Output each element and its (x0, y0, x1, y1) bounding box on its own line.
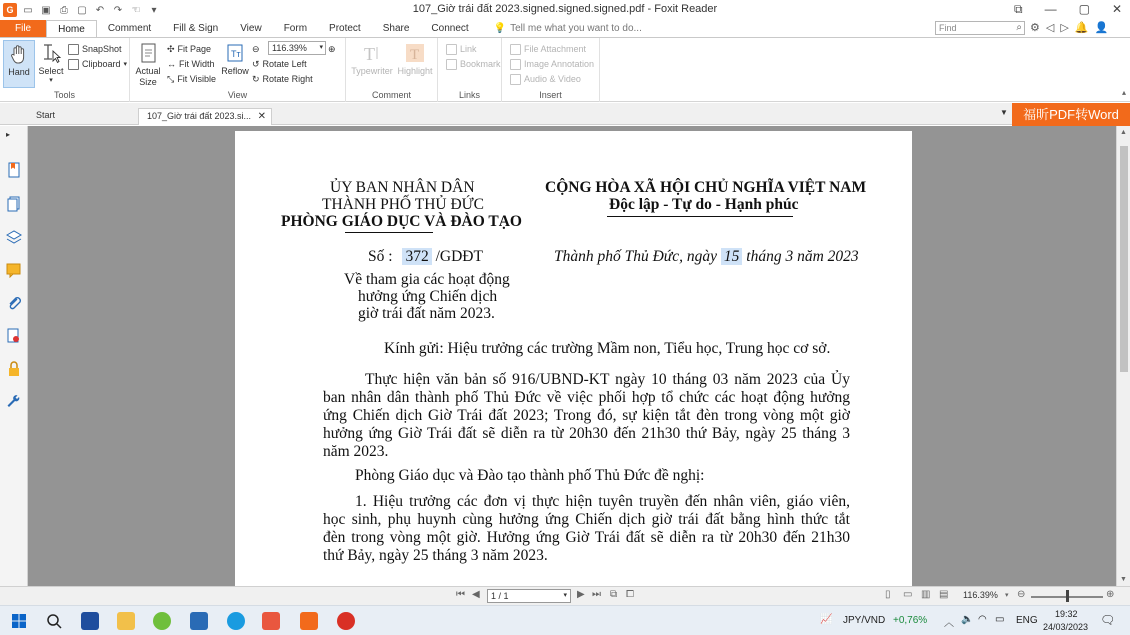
clipboard-label: Clipboard (82, 59, 121, 69)
tab-protect[interactable]: Protect (329, 23, 361, 34)
rotate-right-button[interactable] (252, 72, 313, 86)
customize-icon[interactable]: ▾ (151, 4, 157, 16)
file-explorer-icon[interactable] (117, 612, 135, 630)
first-page-icon[interactable]: ⏮ (456, 589, 465, 600)
zoom-in-button[interactable] (328, 42, 336, 56)
status-zoom-out-icon[interactable]: ⊖ (1017, 589, 1026, 600)
hand-button[interactable] (3, 40, 35, 88)
date-day: 15 (721, 248, 743, 265)
find-placeholder: Find (939, 23, 957, 33)
zoom-in-icon: ⊕ (328, 43, 336, 54)
svg-text:T: T (410, 47, 420, 63)
document-view[interactable] (28, 126, 1116, 586)
view-group-label: View (227, 90, 248, 100)
svg-text:T: T (364, 44, 375, 64)
hand-quick-icon[interactable]: ☜ (131, 4, 141, 16)
zoom-out-button[interactable] (252, 42, 260, 56)
tab-home[interactable]: Home (46, 20, 97, 37)
link-button[interactable] (446, 42, 477, 56)
image-icon (510, 59, 521, 70)
tab-file[interactable]: File (0, 20, 46, 37)
notification-icon[interactable]: 🔔 (1074, 22, 1089, 34)
window-title: 107_Giờ trái đất 2023.signed.signed.signed.pdf - Foxit Reader (412, 3, 718, 15)
rotate-right-label: Rotate Right (262, 74, 313, 84)
reflow-button[interactable] (220, 40, 250, 88)
comment-group-label: Comment (371, 90, 411, 100)
security-lock-icon[interactable] (6, 361, 22, 377)
fit-visible-icon: ⤡ (167, 73, 175, 84)
tab-list-dropdown-icon[interactable]: ▼ (1000, 108, 1008, 117)
so-number: 372 (402, 248, 431, 265)
single-page-view-icon[interactable]: ▯ (885, 589, 891, 600)
forward-icon[interactable]: ▷ (1060, 22, 1069, 34)
status-zoom-value[interactable]: 116.39% (963, 590, 998, 600)
back-icon[interactable]: ◁ (1045, 22, 1055, 34)
rotate-right-icon: ↻ (252, 73, 260, 84)
file-attachment-label: File Attachment (524, 44, 587, 54)
undo-icon[interactable]: ↶ (95, 4, 105, 16)
highlight-label: Highlight (397, 66, 433, 76)
expand-panel-icon[interactable]: ▸ (6, 130, 11, 139)
bookmark-icon (446, 59, 457, 70)
page-dropdown-icon: ▾ (563, 592, 567, 599)
page-number-value: 1 / 1 (491, 591, 509, 601)
tab-start[interactable] (28, 108, 133, 125)
edge-browser-icon[interactable] (227, 612, 245, 630)
tab-start-label: Start (36, 110, 56, 120)
windows-taskbar (0, 605, 1130, 635)
rotate-left-label: Rotate Left (262, 59, 307, 69)
scroll-down-icon[interactable]: ▼ (1120, 576, 1127, 583)
para3-line-2: học sinh, phụ huynh cùng hưởng ứng Chiến dịch giờ trái đất bằng hình thức tắt (323, 511, 850, 528)
settings-icon[interactable]: ⚙ (1030, 22, 1040, 34)
fit-page-icon: ✣ (167, 43, 175, 54)
select-button[interactable] (35, 40, 67, 88)
para2-line: Phòng Giáo dục và Đào tạo thành phố Thủ Đức đề nghị: (355, 467, 705, 484)
fit-width-button[interactable] (167, 57, 215, 71)
so-suffix: /GDĐT (435, 248, 483, 265)
continuous-view-icon[interactable]: ▭ (903, 589, 913, 600)
tray-overflow-icon[interactable]: ︿ (944, 618, 954, 629)
close-icon[interactable]: ✕ (1111, 2, 1122, 16)
insert-group-label: Insert (539, 90, 562, 100)
clock-date[interactable]: 24/03/2023 (1043, 622, 1089, 632)
tools-wrench-icon[interactable] (6, 394, 22, 410)
tab-fill-sign[interactable]: Fill & Sign (173, 23, 219, 34)
rotate-left-button[interactable] (252, 57, 307, 71)
date-prefix: Thành phố Thủ Đức, ngày (554, 248, 718, 265)
para3-line-4: thứ Bảy, ngày 25 tháng 3 năm 2023. (323, 547, 548, 564)
title-bar (0, 0, 1130, 20)
last-page-icon[interactable]: ⏭ (592, 589, 601, 600)
bookmarks-panel-icon[interactable] (6, 162, 22, 178)
ribbon (0, 37, 1130, 102)
search-icon[interactable]: ⌕ (1016, 22, 1022, 33)
zoom-out-icon: ⊖ (252, 43, 260, 54)
para3-line-3: đèn trong vòng một giờ. Hưởng ứng Giờ Trái đất sẽ diễn ra từ 20h30 đến 21h30 (323, 529, 850, 546)
currency-change[interactable]: +0,76% (893, 615, 928, 626)
svg-text:Tт: Tт (231, 49, 241, 59)
select-dropdown-icon: ▾ (49, 77, 53, 84)
tab-current-document[interactable] (138, 108, 272, 125)
tab-form[interactable]: Form (283, 23, 308, 34)
insert-group (502, 38, 600, 102)
fit-page-button[interactable] (167, 42, 211, 56)
rotate-left-icon: ↺ (252, 58, 260, 69)
document-number (368, 248, 483, 266)
status-zoom-dropdown-icon[interactable]: ▾ (1005, 592, 1009, 599)
zoom-select[interactable] (268, 41, 326, 55)
audio-video-label: Audio & Video (524, 74, 581, 84)
close-tab-icon[interactable]: ✕ (257, 111, 266, 122)
bookmark-label: Bookmark (460, 59, 501, 69)
minimize-icon[interactable]: — (1044, 2, 1057, 16)
para1-line-5: năm 2023. (323, 443, 389, 460)
fit-width-icon: ↔ (167, 59, 176, 69)
tab-comment[interactable]: Comment (107, 23, 152, 34)
para1-line-2: ban nhân dân thành phố Thủ Đức về việc phối hợp tổ chức các hoạt động hưởng (323, 389, 850, 406)
print-icon[interactable]: ⎙ (60, 4, 68, 16)
fit-visible-button[interactable] (167, 72, 216, 86)
tell-me-text: Tell me what you want to do... (510, 23, 642, 34)
tools-group-label: Tools (53, 90, 75, 100)
so-label: Số : (368, 248, 393, 265)
zoom-slider-knob[interactable] (1066, 590, 1069, 602)
date-suffix: tháng 3 năm 2023 (746, 248, 859, 265)
page-view-icon[interactable]: ⧠ (626, 589, 634, 600)
chrome-browser-icon[interactable] (337, 612, 355, 630)
para1-line-3: ứng Chiến dịch Giờ Trái đất 2023; Trong đó, sự kiện tắt đèn trong vòng một giờ (323, 407, 850, 424)
view-group (130, 38, 346, 102)
link-icon (446, 44, 457, 55)
stock-chart-icon[interactable]: 📈 (820, 614, 833, 625)
foxit-taskbar-icon[interactable] (300, 612, 318, 630)
new-icon[interactable]: ▢ (77, 4, 87, 16)
continuous-facing-view-icon[interactable]: ▤ (939, 589, 949, 600)
foxit-app-icon[interactable]: G (3, 3, 17, 17)
tell-me-box[interactable] (494, 20, 642, 37)
tab-connect[interactable]: Connect (431, 23, 469, 34)
previous-page-icon[interactable]: ◀ (472, 589, 480, 600)
right-header-rule (607, 216, 793, 217)
attachments-panel-icon[interactable] (6, 295, 22, 311)
left-header-rule (345, 232, 433, 233)
bookmark-button[interactable] (446, 57, 501, 71)
tools-group (0, 38, 130, 102)
open-icon[interactable]: ▭ (23, 4, 33, 16)
user-icon[interactable]: 👤 (1094, 22, 1109, 34)
notes-app-icon[interactable] (262, 612, 280, 630)
tab-view[interactable]: View (240, 23, 262, 34)
clock-time[interactable]: 19:32 (1055, 609, 1078, 619)
snapshot-label: SnapShot (82, 44, 122, 54)
battery-icon[interactable]: ▭ (995, 614, 1005, 625)
camera-icon (68, 44, 79, 55)
comment-group (346, 38, 438, 102)
wifi-icon[interactable]: ◠ (978, 614, 987, 625)
links-group (438, 38, 502, 102)
hand-label: Hand (8, 67, 30, 77)
status-bar (0, 586, 1130, 605)
typewriter-label: Typewriter (351, 66, 393, 76)
left-header-line-1: ỦY BAN NHÂN DÂN (330, 179, 475, 196)
links-group-label: Links (458, 90, 480, 100)
typewriter-button[interactable] (350, 40, 394, 88)
copy-page-icon[interactable]: ⧉ (610, 589, 618, 600)
typewriter-icon (361, 42, 383, 64)
maximize-icon[interactable]: ▢ (1078, 2, 1090, 16)
layers-panel-icon[interactable] (6, 229, 22, 245)
signatures-panel-icon[interactable] (6, 328, 22, 344)
para1-line-1: Thực hiện văn bản số 916/UBND-KT ngày 10 tháng 03 năm 2023 của Ủy (365, 371, 850, 388)
fit-width-label: Fit Width (179, 59, 215, 69)
file-attachment-button[interactable] (510, 42, 586, 56)
reflow-label: Reflow (221, 66, 249, 76)
select-cursor-icon (40, 42, 62, 64)
image-annotation-button[interactable] (510, 57, 594, 71)
actual-size-label: Actual Size (135, 66, 161, 87)
clipboard-icon (68, 59, 79, 70)
save-icon[interactable]: ▣ (41, 4, 51, 16)
volume-icon[interactable]: 🔈 (961, 614, 974, 625)
vertical-scrollbar[interactable] (1116, 126, 1130, 586)
next-page-icon[interactable]: ▶ (577, 589, 585, 600)
highlight-button[interactable] (396, 40, 434, 88)
pdf-to-word-button[interactable]: 福昕PDF转Word (1012, 103, 1130, 126)
clipboard-dropdown-icon: ▾ (123, 61, 128, 68)
media-icon (510, 74, 521, 85)
zoom-value: 116.39% (272, 43, 307, 53)
tab-current-label: 107_Giờ trái đất 2023.si... (147, 111, 251, 121)
pages-panel-icon[interactable] (6, 196, 22, 212)
right-header-line-2: Độc lập - Tự do - Hạnh phúc (609, 196, 799, 213)
image-annotation-label: Image Annotation (524, 59, 595, 69)
left-header-line-3: PHÒNG GIÁO DỤC VÀ ĐÀO TẠO (281, 213, 522, 230)
zoom-dropdown-icon: ▾ (319, 44, 323, 51)
snapshot-button[interactable] (68, 42, 122, 56)
document-date (554, 248, 859, 266)
input-language[interactable]: ENG (1016, 615, 1038, 626)
link-label: Link (460, 44, 477, 54)
restore-icon[interactable]: ⧉ (1014, 2, 1023, 16)
zalo-app-icon[interactable] (153, 612, 171, 630)
hand-icon (8, 43, 30, 65)
para3-line-1: 1. Hiệu trưởng các đơn vị thực hiện tuyên truyền đến nhân viên, giáo viên, (355, 493, 850, 510)
facing-view-icon[interactable]: ▥ (921, 589, 931, 600)
comments-panel-icon[interactable] (6, 262, 22, 278)
left-sidebar (0, 126, 28, 586)
audio-video-button[interactable] (510, 72, 581, 86)
subject-line-3: giờ trái đất năm 2023. (358, 305, 495, 322)
actual-size-button[interactable] (133, 40, 163, 88)
fit-visible-label: Fit Visible (177, 74, 217, 84)
subject-line-2: hưởng ứng Chiến dịch (358, 288, 498, 305)
ribbon-collapse-icon[interactable]: ▴ (1121, 88, 1126, 97)
select-label: Select (38, 66, 64, 76)
document-tab-bar (0, 103, 1130, 125)
lightbulb-icon: 💡 (493, 23, 507, 34)
calculator-app-icon[interactable] (81, 612, 99, 630)
reflow-icon (224, 42, 246, 64)
scroll-up-icon[interactable]: ▲ (1120, 129, 1127, 136)
status-zoom-in-icon[interactable]: ⊕ (1106, 589, 1115, 600)
pdf-page (235, 131, 912, 586)
actual-size-icon (137, 42, 159, 64)
taskbar-search-icon[interactable] (45, 612, 63, 630)
windows-start-icon[interactable] (10, 612, 28, 630)
right-header-line-1: CỘNG HÒA XÃ HỘI CHỦ NGHĨA VIỆT NAM (545, 179, 867, 196)
scrollbar-thumb[interactable] (1120, 146, 1128, 372)
highlight-icon (404, 42, 426, 64)
page-number-input[interactable] (487, 589, 571, 603)
mail-app-icon[interactable] (190, 612, 208, 630)
para1-line-4: hưởng ứng Giờ Trái đất sẽ diễn ra từ 20h30 đến 21h30 thứ Bảy, ngày 25 tháng 3 (323, 425, 850, 442)
notification-center-icon[interactable]: 🗨 (1100, 613, 1116, 627)
tab-share[interactable]: Share (382, 23, 410, 34)
clipboard-button[interactable] (68, 57, 127, 71)
fit-page-label: Fit Page (177, 44, 212, 54)
attachment-icon (510, 44, 521, 55)
subject-line-1: Về tham gia các hoạt động (344, 271, 510, 288)
redo-icon[interactable]: ↷ (113, 4, 123, 16)
currency-pair[interactable]: JPY/VND (843, 615, 886, 626)
left-header-line-2: THÀNH PHỐ THỦ ĐỨC (322, 196, 485, 213)
find-input[interactable] (935, 21, 1025, 35)
recipient-line: Kính gửi: Hiệu trưởng các trường Mầm non, Tiểu học, Trung học cơ sở. (384, 340, 831, 357)
